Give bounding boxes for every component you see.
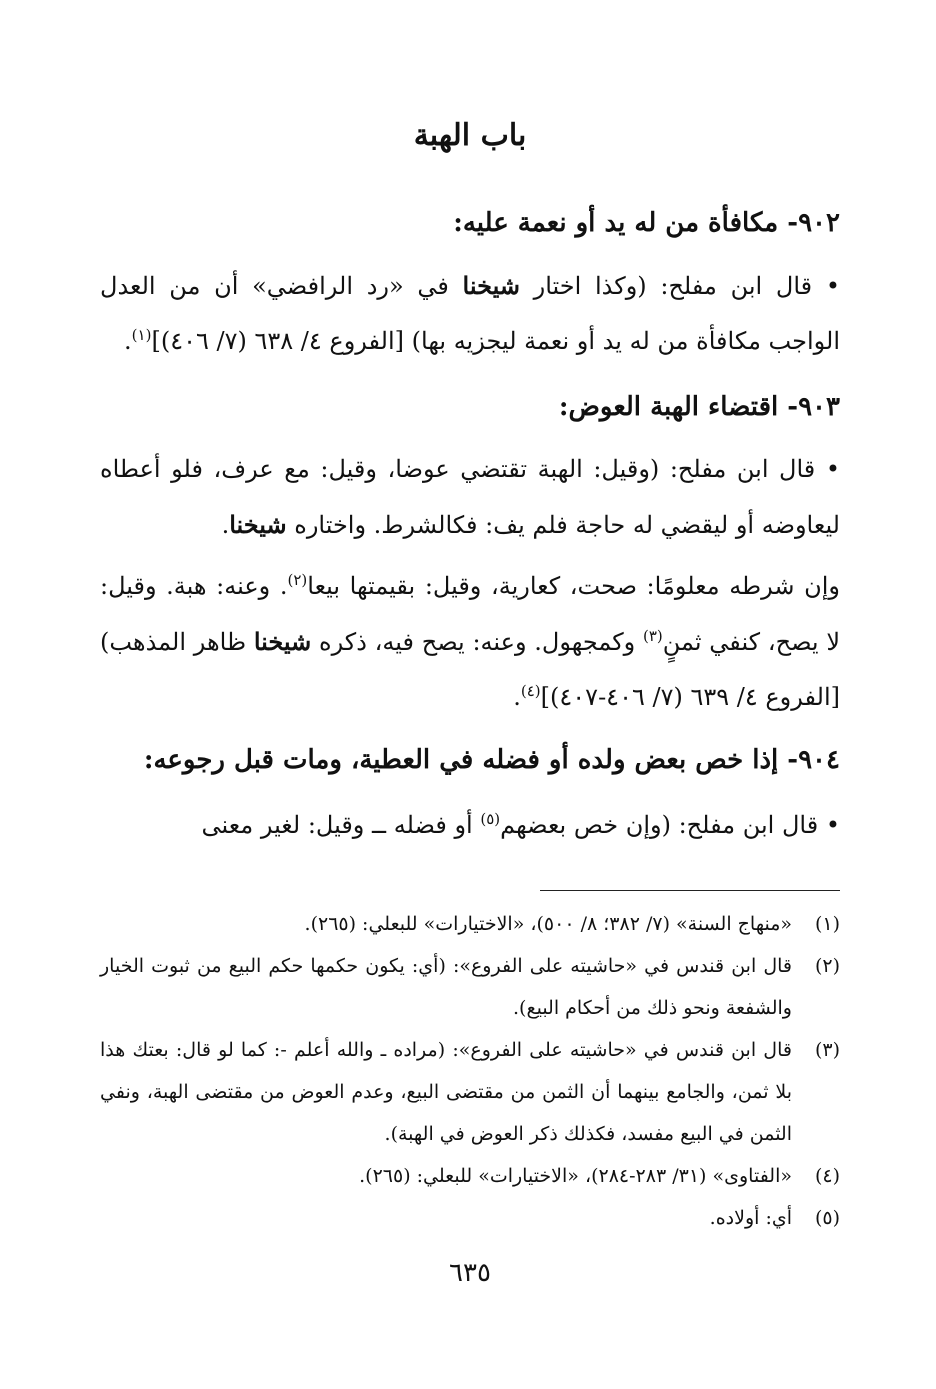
section-903-heading: ٩٠٣- اقتضاء الهبة العوض: — [558, 392, 840, 422]
text-run: ظاهر المذهب) [الفروع ٤/ ٦٣٩ (٧/ ٤٠٦-٤٠٧)] — [100, 628, 840, 711]
footnote-number: (٤) — [814, 1165, 840, 1187]
section-904-heading: ٩٠٤- إذا خص بعض ولده أو فضله في العطية، ومات قبل رجوعه: — [143, 745, 840, 775]
bold-term: شيخنا — [462, 271, 520, 300]
section-904-paragraph — [100, 798, 840, 853]
bold-term: شيخنا — [253, 627, 312, 656]
text-run: . — [513, 683, 521, 711]
footnote-item — [100, 1155, 840, 1197]
text-run: . — [124, 327, 132, 355]
footnote-number: (١) — [814, 913, 840, 935]
section-902-paragraph — [100, 258, 840, 369]
footnote-text: قال ابن قندس في «حاشيته على الفروع»: (أي: يكون حكمها حكم البيع من ثبوت الخيار والشفعة ونحو ذلك من أحكام البيع). — [100, 955, 792, 1019]
footnote-ref-5[interactable]: (٥) — [480, 810, 501, 828]
chapter-title: باب الهبة — [413, 118, 527, 153]
footnote-text: قال ابن قندس في «حاشيته على الفروع»: (مراده ـ والله أعلم -: كما لو قال: بعتك هذا بلا ثمن، والجامع بينهما أن الثمن من مقتضى البيع، وعدم العوض من مقتضى الهبة، ونفي الثمن في البيع مفسد، فكذلك ذكر العوض في الهبة). — [100, 1039, 792, 1145]
page-number: ٦٣٥ — [449, 1258, 491, 1288]
text-run: • قال ابن مفلح: (وقيل: الهبة تقتضي عوضا، وقيل: مع عرف، فلو أعطاه ليعاوضه أو ليقضي له حاجة فلم يف: فكالشرط. واختاره — [100, 455, 840, 539]
footnote-number: (٢) — [814, 955, 840, 977]
text-run: وكمجهول. وعنه: يصح فيه، ذكره — [311, 628, 643, 656]
text-run: • قال ابن مفلح: (وإن خص بعضهم — [500, 811, 840, 839]
footnote-divider — [540, 890, 840, 891]
text-run: • قال ابن مفلح: (وكذا اختار — [519, 272, 840, 300]
text-run: وإن شرطه معلومًا: صحت، كعارية، وقيل: بقيمتها بيعا — [307, 572, 840, 600]
footnote-item — [100, 945, 840, 1029]
footnote-number: (٣) — [814, 1039, 840, 1061]
section-902-heading: ٩٠٢- مكافأة من له يد أو نعمة عليه: — [453, 208, 840, 238]
footnote-ref-2[interactable]: (٢) — [287, 571, 308, 589]
text-run: . — [221, 511, 230, 539]
text-run: أو فضله ــ وقيل: لغير معنى — [201, 811, 481, 839]
footnote-ref-4[interactable]: (٤) — [520, 682, 541, 700]
footnote-ref-3[interactable]: (٣) — [642, 627, 663, 645]
footnote-item — [100, 1197, 840, 1239]
bold-term: شيخنا — [229, 510, 287, 539]
footnotes — [100, 903, 840, 1239]
footnote-item — [100, 1029, 840, 1155]
text-run: . وعنه: هبة. وقيل: لا يصح، كنفي ثمنٍ — [100, 572, 841, 656]
section-903-paragraph-2 — [100, 559, 840, 725]
footnote-text: أي: أولاده. — [709, 1207, 792, 1229]
footnote-ref-1[interactable]: (١) — [131, 326, 152, 344]
text-run: في «رد الرافضي» أن من العدل الواجب مكافأة من له يد أو نعمة ليجزيه بها) [الفروع ٤/ ٦٣٨ (٧/ ٤٠٦)] — [100, 272, 840, 355]
footnote-text: «منهاج السنة» (٧/ ٣٨٢؛ ٨/ ٥٠٠)، «الاختيارات» للبعلي: (٢٦٥). — [304, 913, 792, 935]
footnote-number: (٥) — [814, 1207, 840, 1229]
footnote-text: «الفتاوى» (٣١/ ٢٨٣-٢٨٤)، «الاختيارات» للبعلي: (٢٦٥). — [359, 1165, 792, 1187]
footnote-item — [100, 903, 840, 945]
section-903-paragraph-1 — [100, 442, 840, 553]
